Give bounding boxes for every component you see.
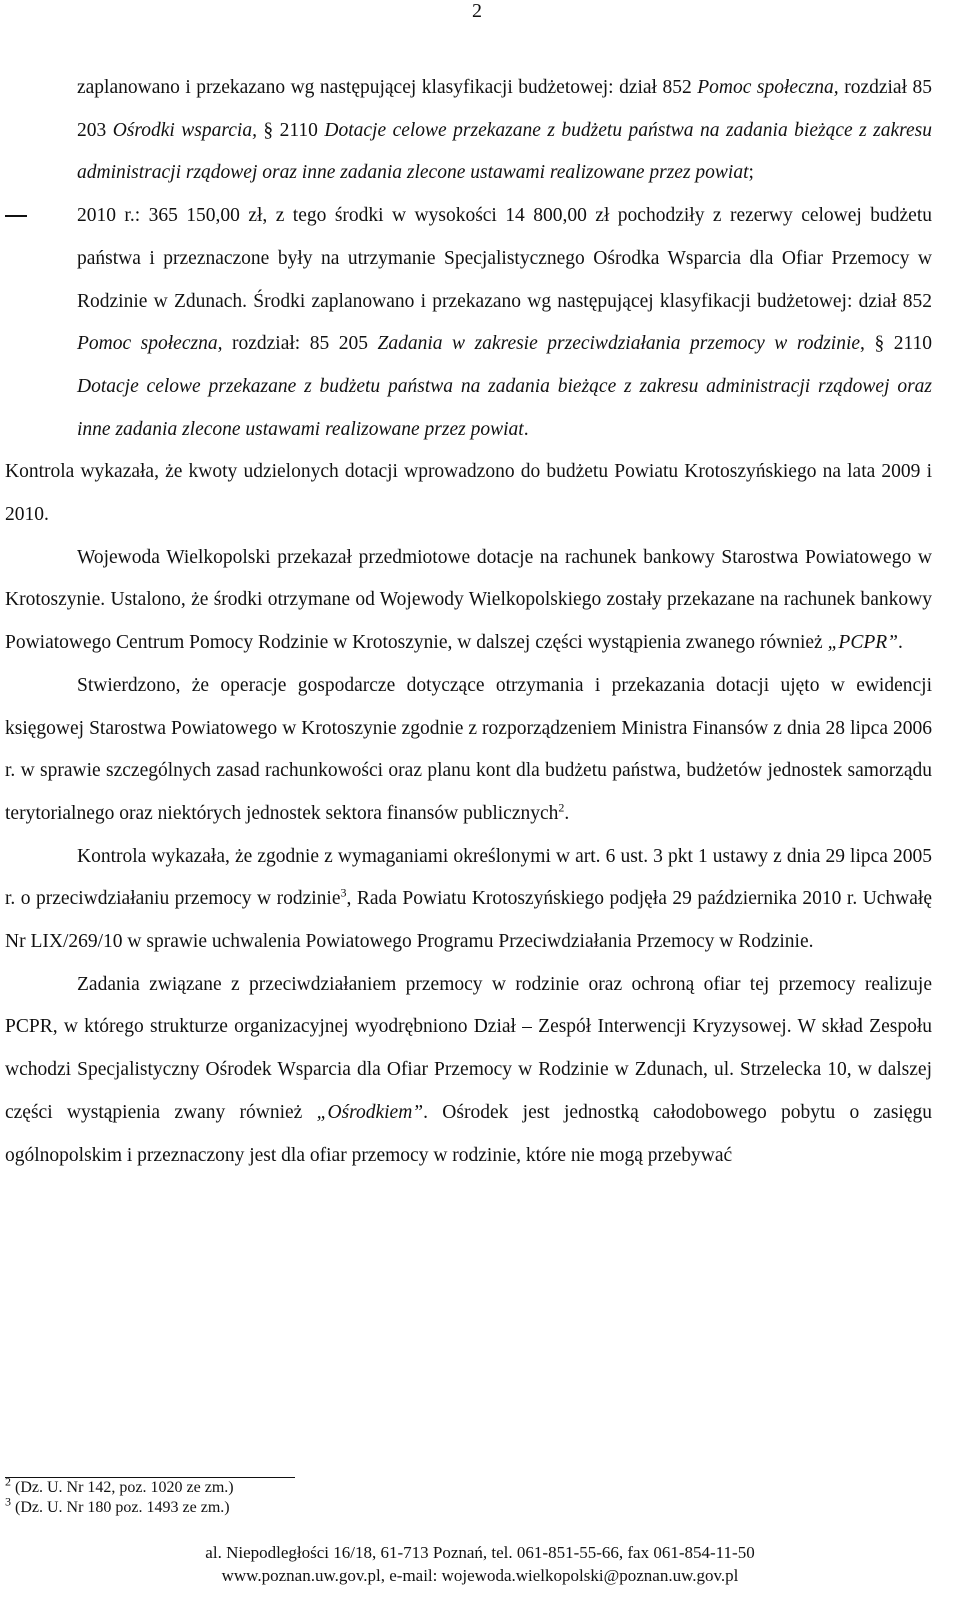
text-span: Wojewoda Wielkopolski przekazał przedmiotowe dotacje na rachunek bankowy Starostwa Powiatowego w Krotoszynie. Ustalono, że środki otrzymane od Wojewody Wielkopolskiego zostały przekazane na rachunek bankowy Powiatowego Centrum Pomocy Rodzinie w Krotoszynie, w dalszej części wystąpienia zwanego również [5,546,932,654]
text-span: rozdział: 85 205 [222,333,378,355]
footnote-text: (Dz. U. Nr 142, poz. 1020 ze zm.) [11,1479,234,1496]
text-span: , § 2110 [860,333,932,355]
list-item-continuation [77,67,932,195]
footnote-ref: 3 [340,885,347,900]
italic-span: „Ośrodkiem” [316,1101,424,1123]
paragraph-accounting [5,665,932,836]
footnote-text: (Dz. U. Nr 180 poz. 1493 ze zm.) [11,1499,230,1516]
text-span: rozdział 85 203 [77,77,932,141]
text-span: . [523,418,529,440]
paragraph-budget-inclusion: Kontrola wykazała, że kwoty udzielonych dotacji wprowadzono do budżetu Powiatu Krotoszyńskiego na lata 2009 i 2010. [5,461,932,526]
italic-span: Zadania w zakresie przeciwdziałania przemocy w rodzinie [377,333,861,355]
italic-span: Pomoc społeczna, [77,333,223,355]
document-body [5,67,932,1177]
paragraph-program [5,836,932,964]
text-span: Stwierdzono, że operacje gospodarcze dotyczące otrzymania i przekazania dotacji ujęto w ewidencji księgowej Starostwa Powiatowego w Krotoszynie zgodnie z rozporządzeniem Ministra Finansów z dnia 28 lipca 2006 r. w sprawie szczególnych zasad rachunkowości oraz planu kont dla budżetu państwa, budżetów jednostek samorządu terytorialnego oraz niektórych jednostek sektora finansów publicznych [5,674,932,824]
page-footer [0,1541,960,1587]
paragraph-transfer [5,537,932,665]
footer-contact: www.poznan.uw.gov.pl, e-mail: wojewoda.wielkopolski@poznan.uw.gov.pl [221,1566,739,1585]
page-number: 2 [472,0,482,22]
italic-span: Pomoc społeczna, [697,77,839,98]
text-span: § 2110 [256,119,325,141]
list-item-2010 [77,195,932,451]
italic-span: Dotacje celowe przekazane z budżetu państwa na zadania bieżące z zakresu administracji rządowej oraz inne zadania zlecone ustawami realizowane przez powiat [77,375,932,440]
footnote-number: 2 [5,1474,11,1489]
italic-span: „PCPR” [827,632,899,654]
footnote [5,1494,234,1518]
text-span: zaplanowano i przekazano wg następującej klasyfikacji budżetowej: dział 852 [77,77,698,98]
text-span: 2010 r.: 365 150,00 zł, z tego środki w wysokości 14 800,00 zł pochodziły z rezerwy celowej budżetu państwa i przeznaczone były na utrzymanie Specjalistycznego Ośrodka Wsparcia dla Ofiar Przemocy w Rodzinie w Zdunach. Środki zaplanowano i przekazano wg następującej klasyfikacji budżetowej: dział 852 [77,205,932,312]
text-span: Zadania związane z przeciwdziałaniem przemocy w rodzinie oraz ochroną ofiar tej przemocy realizuje PCPR, w którego strukturze organizacyjnej wyodrębniono Dział – Zespół Interwencji Kryzysowej. W skład Zespołu wchodzi Specjalistyczny Ośrodek Wsparcia dla Ofiar Przemocy w Rodzinie w Zdunach, ul. Strzelecka 10, w dalszej części wystąpienia zwany również [5,973,932,1123]
paragraph-tasks [5,964,932,1178]
text-span: ; [748,162,754,184]
footer-address: al. Niepodległości 16/18, 61-713 Poznań, tel. 061-851-55-66, fax 061-854-11-50 [205,1543,755,1562]
italic-span: Dotacje celowe przekazane z budżetu państwa na zadania bieżące z zakresu administracji rządowej oraz inne zadania zlecone ustawami realizowane przez powiat [77,119,933,184]
text-span: Kontrola wykazała, że zgodnie z wymaganiami określonymi w art. 6 ust. 3 pkt 1 ustawy z dnia 29 lipca 2005 r. o przeciwdziałaniu przemocy w rodzinie [5,845,932,910]
italic-span: Ośrodki wsparcia, [112,119,257,141]
text-span: . Ośrodek jest jednostką całodobowego pobytu o zasięgu ogólnopolskim i przeznaczony jest dla ofiar przemocy w rodzinie, które nie mogą przebywać [5,1101,932,1166]
text-span: . [564,802,570,824]
footnotes [5,1474,234,1518]
budget-classification-list [5,67,932,451]
footnote-ref: 2 [558,800,565,815]
text-span: , Rada Powiatu Krotoszyńskiego podjęła 29 października 2010 r. Uchwałę Nr LIX/269/10 w sprawie uchwalenia Powiatowego Programu Przeciwdziałania Przemocy w Rodzinie. [5,888,932,953]
footnote-number: 3 [5,1494,11,1509]
footnote [5,1474,234,1498]
text-span: . [898,632,903,654]
